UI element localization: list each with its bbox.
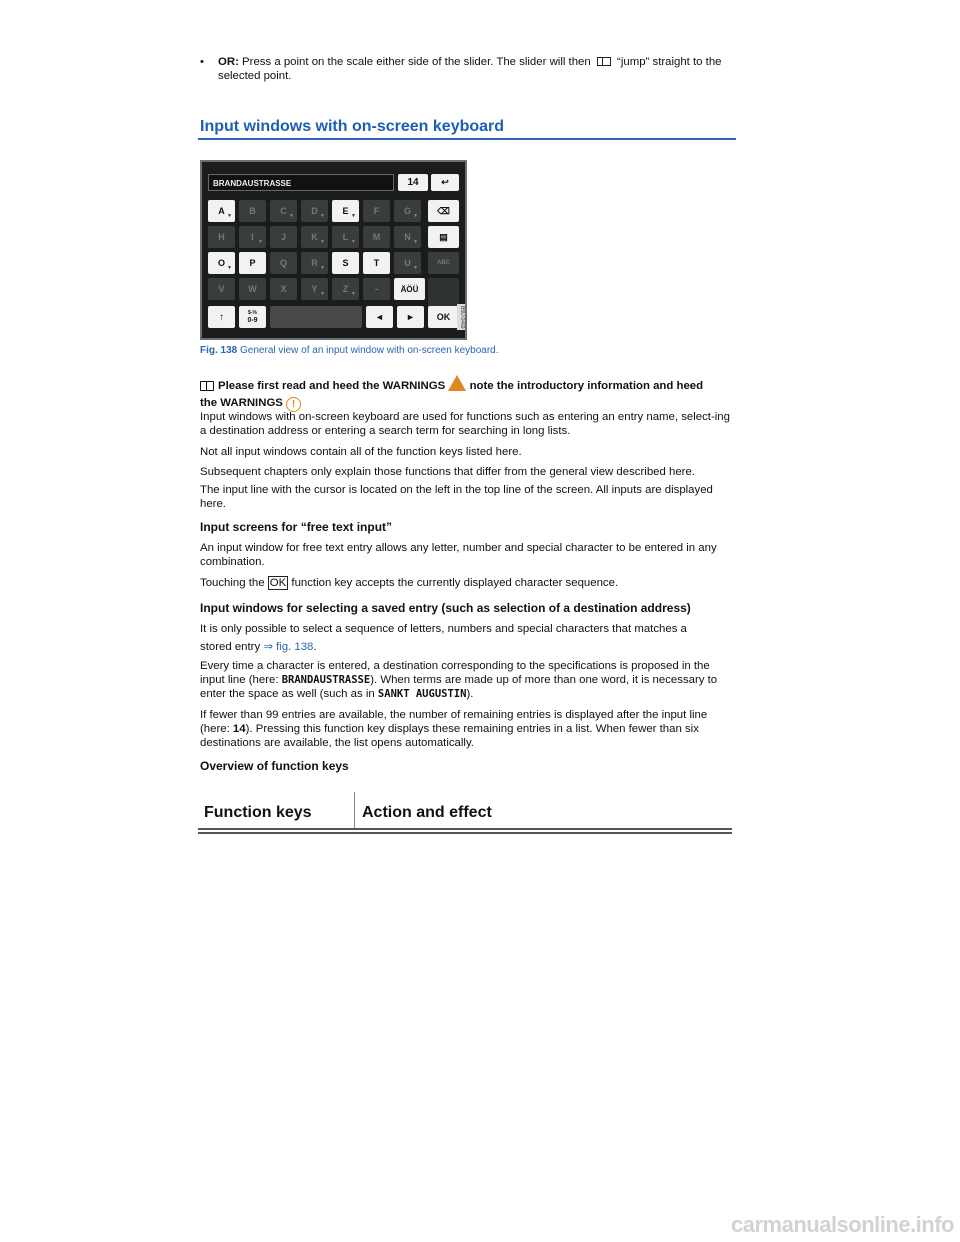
key-s: S — [332, 252, 359, 274]
key-c: C ▼ — [270, 200, 297, 222]
bullet-text-1: Press a point on the scale either side of the slider. The slider will then — [238, 56, 594, 68]
warning-note — [200, 375, 735, 412]
key-o: O ▼ — [208, 252, 235, 274]
intro-bullet — [200, 55, 735, 83]
paragraph-4: The input line with the cursor is located on the left in the top line of the screen. All inputs are displayed here. — [200, 484, 713, 510]
key-umlaut: ÄÖÜ — [394, 278, 425, 300]
section-rule — [198, 138, 736, 140]
key-x: X — [270, 278, 297, 300]
function-keys-table — [198, 792, 732, 832]
bullet-dot: • — [200, 56, 204, 68]
table-header-action: Action and effect — [362, 804, 492, 821]
saved-entry-p1b: stored entry ⇒ fig. 138. — [200, 641, 317, 653]
free-text-p2: Touching the OK function key accepts the currently displayed character sequence. — [200, 577, 619, 589]
book-icon — [200, 381, 214, 391]
list-icon: ▤ — [439, 231, 448, 242]
delete-key — [428, 200, 459, 222]
paragraph-2: Not all input windows contain all of the function keys listed here. — [200, 446, 522, 458]
key-i: I ▼ — [239, 226, 266, 248]
slider-jump-icon — [597, 57, 611, 66]
free-text-p1: An input window for free text entry allows any letter, number and special character to be entered in any combination. — [200, 542, 717, 568]
key-w: W — [239, 278, 266, 300]
warning-line1-after: note the introductory information and heed — [466, 380, 704, 392]
figure-caption — [200, 345, 499, 356]
space-key — [270, 306, 362, 328]
cursor-right-key: ► — [397, 306, 424, 328]
keyboard-figure — [200, 160, 467, 340]
bullet-text-2: “jump” straight to the selected point. — [218, 56, 722, 82]
backspace-icon: ⌫ — [437, 205, 450, 216]
count-key: 14 — [398, 174, 428, 191]
watermark: carmanualsonline.info — [731, 1212, 954, 1237]
key-g: G ▼ — [394, 200, 421, 222]
figure-caption-text: General view of an input window with on-screen keyboard. — [237, 345, 499, 356]
list-key — [428, 226, 459, 248]
key-r: R ▼ — [301, 252, 328, 274]
key-a: A ▼ — [208, 200, 235, 222]
key-d: D ▼ — [301, 200, 328, 222]
table-rule — [198, 828, 732, 830]
note-circle-icon: ! — [286, 397, 301, 412]
key-k: K ▼ — [301, 226, 328, 248]
saved-entry-heading: Input windows for selecting a saved entry (such as selection of a destination address) — [200, 601, 691, 615]
key-p: P — [239, 252, 266, 274]
table-header-function-keys: Function keys — [204, 804, 312, 821]
warning-triangle-icon — [448, 375, 466, 391]
key-z: Z ▼ — [332, 278, 359, 300]
table-column-divider — [354, 792, 355, 830]
key-b: B — [239, 200, 266, 222]
key-f: F — [363, 200, 390, 222]
saved-entry-p2: Every time a character is entered, a destination corresponding to the specifications is proposed in the input line (here: BRANDAUSTRASSE). When terms are made up of more than one word, it is necessary to enter the space as well (such as in SANKT AUGUSTIN). — [200, 660, 718, 700]
fig-138-link[interactable]: ⇒ fig. 138 — [263, 641, 314, 653]
figure-label: Fig. 138 — [200, 345, 238, 356]
or-label: OR: — [218, 56, 239, 68]
figure-code: B5U-0469 — [459, 305, 465, 329]
key-hyphen: - — [363, 278, 390, 300]
key-v: V — [208, 278, 235, 300]
section-title: Input windows with on-screen keyboard — [200, 118, 505, 135]
ok-key: OK — [428, 306, 459, 328]
key-j: J — [270, 226, 297, 248]
key-t: T — [363, 252, 390, 274]
saved-entry-p3: If fewer than 99 entries are available, the number of remaining entries is displayed after the input line (here: 14). Pressing this function key displays these remaining entries in a list. When fewer than six destinations are available, the list opens automatically. — [200, 709, 708, 749]
numbers-key: $-% 0-9 — [239, 306, 266, 328]
back-key — [431, 174, 459, 191]
ok-key-inline: OK — [269, 577, 287, 589]
paragraph-3: Subsequent chapters only explain those functions that differ from the general view described here. — [200, 466, 695, 478]
cursor-left-key: ◄ — [366, 306, 393, 328]
overview-heading: Overview of function keys — [200, 759, 349, 773]
key-n: N ▼ — [394, 226, 421, 248]
key-e: E ▼ — [332, 200, 359, 222]
key-l: L ▼ — [332, 226, 359, 248]
key-q: Q — [270, 252, 297, 274]
key-y: Y ▼ — [301, 278, 328, 300]
key-m: M — [363, 226, 390, 248]
free-text-heading: Input screens for “free text input” — [200, 520, 393, 534]
paragraph-1: Input windows with on-screen keyboard are used for functions such as entering an entry name, select-ing a destination address or entering a search term for searching in long lists. — [200, 411, 730, 437]
shift-key: ↑ — [208, 306, 235, 328]
saved-entry-p1: It is only possible to select a sequence of letters, numbers and special characters that matches a — [200, 623, 687, 635]
back-arrow-icon: ↩ — [441, 177, 449, 187]
warning-line2: the WARNINGS — [200, 397, 287, 409]
abc-key: ABC — [428, 252, 459, 274]
warning-line1-before: Please first read and heed the WARNINGS — [218, 380, 449, 392]
key-u: U ▼ — [394, 252, 421, 274]
key-h: H — [208, 226, 235, 248]
table-rule-double — [198, 832, 732, 834]
input-line: BRANDAUSTRASSE — [208, 174, 394, 191]
